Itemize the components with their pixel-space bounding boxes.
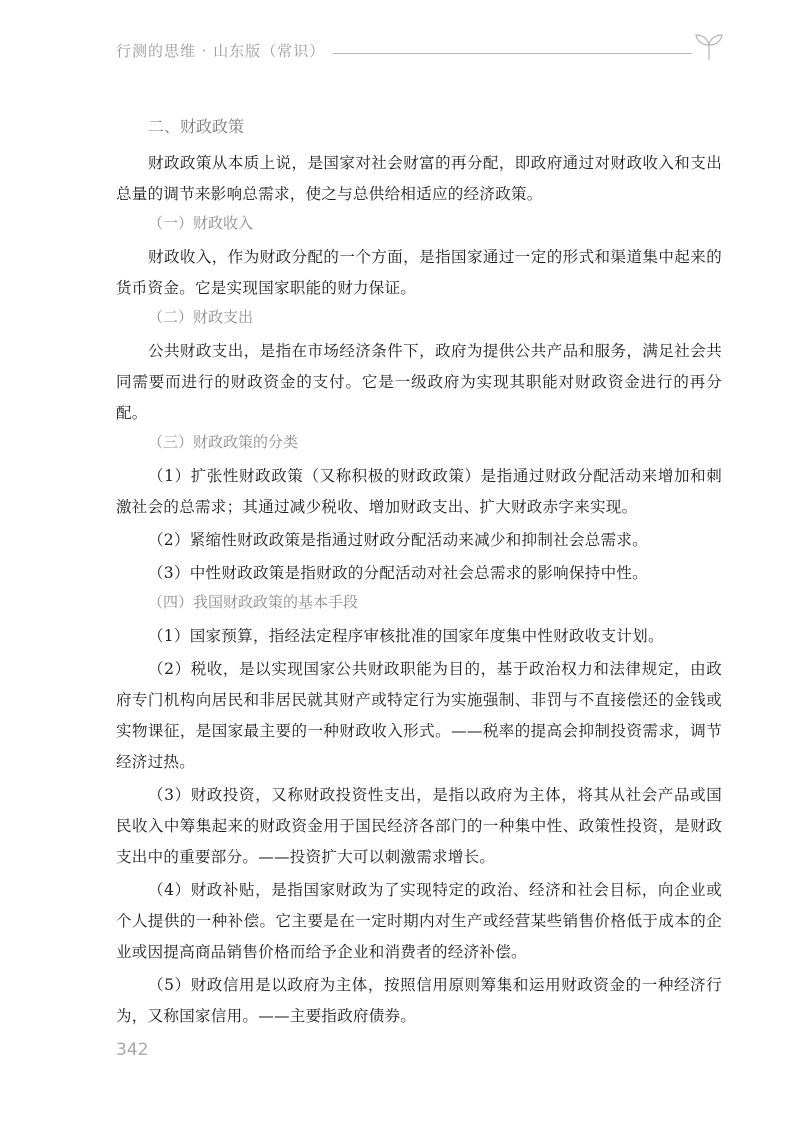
revenue-paragraph: 财政收入，作为财政分配的一个方面，是指国家通过一定的形式和渠道集中起来的货币资金。它是实现国家职能的财力保证。 — [116, 248, 722, 297]
subheading-revenue: （一）财政收入 — [148, 214, 254, 232]
classification-item: （1）扩张性财政政策（又称积极的财政政策）是指通过财政分配活动来增加和刺激社会的总需求；其通过减少税收、增加财政支出、扩大财政赤字来实现。 — [116, 467, 722, 516]
subheading-expenditure: （二）财政支出 — [148, 308, 254, 326]
classification-item: （3）中性财政政策是指财政的分配活动对社会总需求的影响保持中性。 — [148, 564, 648, 582]
page-content — [116, 116, 722, 1034]
page-number: 342 — [116, 1040, 149, 1060]
instrument-item: （4）财政补贴，是指国家财政为了实现特定的政治、经济和社会目标，向企业或个人提供的一种补偿。它主要是在一定时期内对生产或经营某些销售价格低于成本的企业或因提高商品销售价格而给予企业和消费者的经济补偿。 — [116, 881, 722, 961]
subheading-instruments: （四）我国财政政策的基本手段 — [148, 593, 359, 611]
instrument-item: （2）税收，是以实现国家公共财政职能为目的，基于政治权力和法律规定，由政府专门机构向居民和非居民就其财产或特定行为实施强制、非罚与不直接偿还的金钱或实物课征，是国家最主要的一种财政收入形式。——税率的提高会抑制投资需求，调节经济过热。 — [116, 660, 722, 771]
expenditure-paragraph: 公共财政支出，是指在市场经济条件下，政府为提供公共产品和服务，满足社会共同需要而进行的财政资金的支付。它是一级政府为实现其职能对财政资金进行的再分配。 — [116, 342, 722, 422]
running-header — [116, 40, 726, 66]
instrument-item: （5）财政信用是以政府为主体，按照信用原则筹集和运用财政资金的一种经济行为，又称国家信用。——主要指政府债券。 — [116, 976, 722, 1025]
instrument-item: （1）国家预算，指经法定程序审核批准的国家年度集中性财政收支计划。 — [148, 627, 664, 645]
book-title: 行测的思维 · 山东版（常识） — [116, 40, 333, 61]
section-heading: 二、财政政策 — [148, 117, 245, 136]
section-intro: 财政政策从本质上说，是国家对社会财富的再分配，即政府通过对财政收入和支出总量的调节来影响总需求，使之与总供给相适应的经济政策。 — [116, 154, 722, 203]
sprout-icon — [692, 32, 726, 62]
instrument-item: （3）财政投资，又称财政投资性支出，是指以政府为主体，将其从社会产品或国民收入中筹集起来的财政资金用于国民经济各部门的一种集中性、政策性投资，是财政支出中的重要部分。——投资扩大可以刺激需求增长。 — [116, 786, 722, 866]
subheading-classification: （三）财政政策的分类 — [148, 433, 299, 451]
classification-item: （2）紧缩性财政政策是指通过财政分配活动来减少和抑制社会总需求。 — [148, 531, 648, 549]
